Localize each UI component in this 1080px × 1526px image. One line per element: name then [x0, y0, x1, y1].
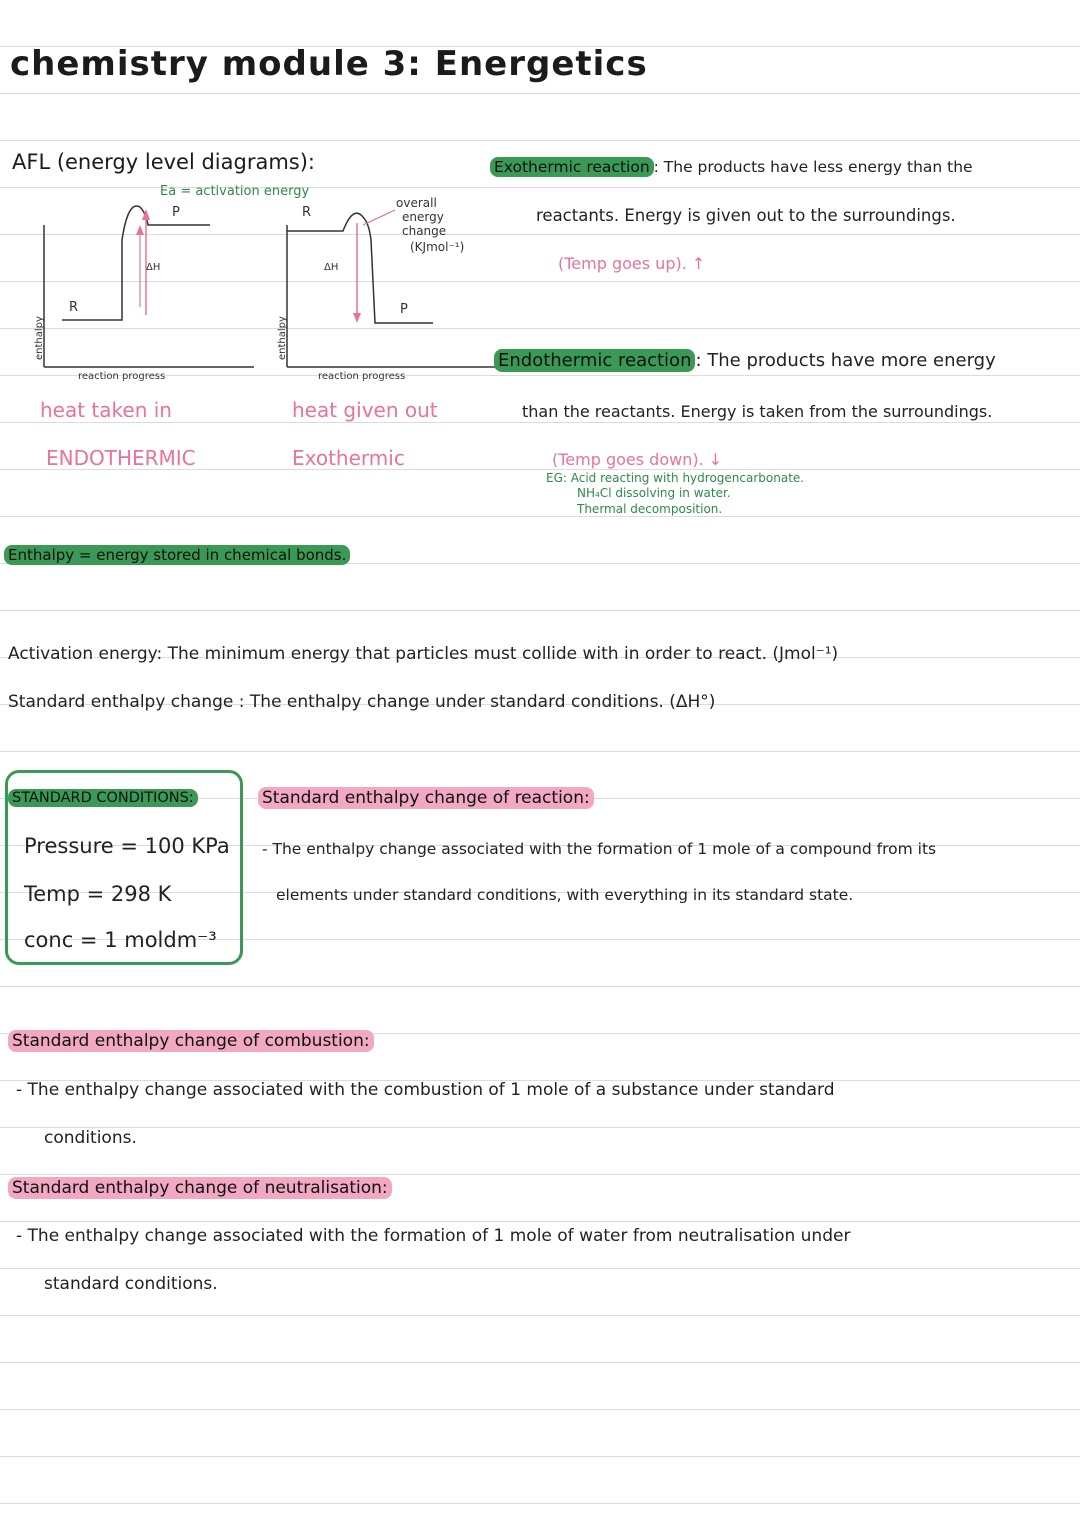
temperature-condition: Temp = 298 K — [24, 882, 172, 906]
diagram1-product-label: P — [172, 205, 180, 220]
standard-conditions-heading — [8, 790, 198, 806]
neutralisation-heading — [8, 1178, 392, 1198]
endothermic-example-2: NH₄Cl dissolving in water. — [577, 486, 731, 500]
diagram2-caption-heat: heat given out — [292, 398, 438, 422]
standard-enthalpy-change-definition: Standard enthalpy change : The enthalpy change under standard conditions. (ΔH°) — [8, 692, 716, 712]
neutralisation-definition-line2: standard conditions. — [44, 1274, 218, 1294]
neutralisation-heading-text: Standard enthalpy change of neutralisation: — [8, 1177, 392, 1199]
diagram1-caption-type: ENDOTHERMIC — [46, 446, 196, 470]
endothermic-diagram — [22, 195, 262, 385]
diagram1-y-label: enthalpy — [34, 316, 45, 360]
enthalpy-definition-text: Enthalpy = energy stored in chemical bonds. — [4, 545, 350, 565]
exothermic-definition-line2: reactants. Energy is given out to the surroundings. — [536, 206, 956, 225]
afl-heading: AFL (energy level diagrams): — [12, 150, 316, 174]
endothermic-definition-line1 — [494, 350, 996, 371]
endothermic-line1-text: : The products have more energy — [695, 350, 996, 371]
diagram1-profile — [62, 206, 210, 320]
diagram2-reactant-label: R — [302, 205, 312, 220]
concentration-condition: conc = 1 moldm⁻³ — [24, 928, 217, 952]
diagram2-delta-h: ΔH — [324, 262, 339, 273]
reaction-heading-text: Standard enthalpy change of reaction: — [258, 787, 594, 809]
diagram2-y-label: enthalpy — [277, 316, 288, 360]
standard-conditions-heading-text: STANDARD CONDITIONS: — [8, 789, 198, 807]
reaction-definition-line2: elements under standard conditions, with everything in its standard state. — [276, 886, 854, 904]
diagram1-delta-h: ΔH — [146, 262, 161, 273]
activation-energy-definition: Activation energy: The minimum energy that particles must collide with in order to react. (Jmol⁻¹) — [8, 644, 839, 664]
combustion-definition-line2: conditions. — [44, 1128, 137, 1148]
reaction-definition-line1: - The enthalpy change associated with the formation of 1 mole of a compound from its — [262, 840, 937, 858]
diagram1-caption-heat: heat taken in — [40, 398, 172, 422]
diagram2-note-2: energy — [402, 210, 444, 224]
combustion-heading — [8, 1031, 374, 1051]
endothermic-example-1: EG: Acid reacting with hydrogencarbonate. — [546, 471, 805, 485]
endothermic-definition-line2: than the reactants. Energy is taken from the surroundings. — [522, 402, 993, 421]
diagram2-x-label: reaction progress — [318, 371, 406, 382]
exothermic-definition-line1 — [490, 158, 973, 176]
diagram1-reactant-label: R — [69, 300, 79, 315]
combustion-definition-line1: - The enthalpy change associated with the combustion of 1 mole of a substance under standard — [16, 1080, 835, 1100]
pressure-condition: Pressure = 100 KPa — [24, 834, 230, 858]
diagram2-note-3: change — [402, 224, 447, 238]
diagram2-product-label: P — [400, 302, 408, 317]
ea-note: Ea = activation energy — [160, 184, 310, 199]
diagram2-note-4: (KJmol⁻¹) — [410, 240, 465, 254]
diagram2-caption-type: Exothermic — [292, 446, 405, 470]
endothermic-term: Endothermic reaction — [494, 349, 695, 372]
diagram1-x-label: reaction progress — [78, 371, 166, 382]
diagram2-note-1: overall — [396, 196, 437, 210]
exothermic-term: Exothermic reaction — [490, 157, 654, 177]
neutralisation-definition-line1: - The enthalpy change associated with the formation of 1 mole of water from neutralisation under — [16, 1226, 851, 1246]
page-title: chemistry module 3: Energetics — [10, 44, 648, 84]
exothermic-temp: (Temp goes up). ↑ — [558, 254, 706, 273]
exothermic-line1-text: : The products have less energy than the — [653, 158, 973, 176]
endothermic-example-3: Thermal decomposition. — [577, 502, 723, 516]
enthalpy-definition — [4, 546, 350, 564]
reaction-heading — [258, 788, 594, 808]
combustion-heading-text: Standard enthalpy change of combustion: — [8, 1030, 374, 1052]
exothermic-diagram — [265, 195, 505, 385]
endothermic-temp: (Temp goes down). ↓ — [552, 450, 723, 469]
